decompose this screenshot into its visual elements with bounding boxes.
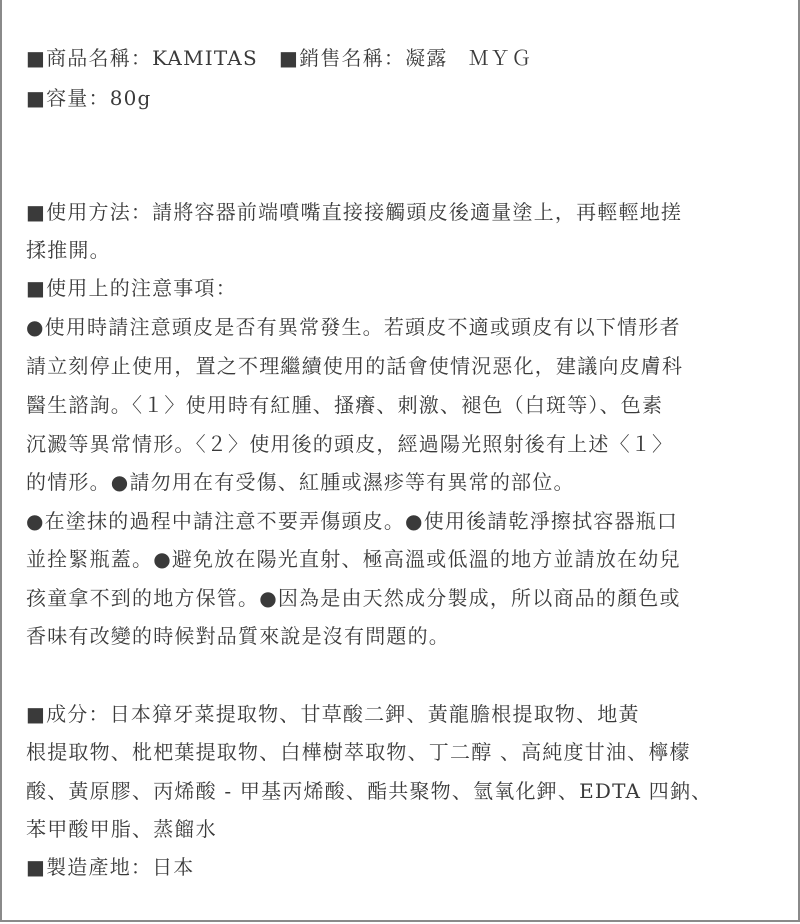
usage-line-2: 揉推開。 — [26, 238, 111, 262]
ingredients-line-2: 根提取物、枇杷葉提取物、白樺樹萃取物、丁二醇 、高純度甘油、檸檬 — [26, 740, 691, 764]
precautions-line-3: 醫生諮詢。〈１〉使用時有紅腫、搔癢、刺激、褪色（白斑等）、色素 — [26, 393, 664, 417]
precautions-line-4: 沉澱等異常情形。〈２〉使用後的頭皮，經過陽光照射後有上述〈１〉 — [26, 432, 674, 456]
precautions-line-1: ●使用時請注意頭皮是否有異常發生。若頭皮不適或頭皮有以下情形者 — [26, 315, 681, 339]
precautions-line-8: 孩童拿不到的地方保管。●因為是由天然成分製成，所以商品的顏色或 — [26, 586, 681, 610]
ingredients-line-1: ■成分：日本獐牙菜提取物、甘草酸二鉀、黃龍膽根提取物、地黃 — [26, 702, 640, 726]
precautions-line-9: 香味有改變的時候對品質來說是沒有問題的。 — [26, 624, 450, 648]
product-name-line: ■商品名稱：KAMITAS ■銷售名稱：凝露 ＭＹＧ — [26, 46, 533, 70]
origin-line: ■製造產地：日本 — [26, 855, 195, 879]
ingredients-line-4: 苯甲酸甲脂、蒸餾水 — [26, 817, 217, 841]
capacity-line: ■容量：80g — [26, 86, 152, 110]
precautions-line-6: ●在塗抹的過程中請注意不要弄傷頭皮。●使用後請乾淨擦拭容器瓶口 — [26, 509, 679, 533]
precautions-line-5: 的情形。●請勿用在有受傷、紅腫或濕疹等有異常的部位。 — [26, 470, 575, 494]
precautions-heading: ■使用上的注意事項： — [26, 276, 237, 300]
precautions-line-2: 請立刻停止使用，置之不理繼續使用的話會使情況惡化，建議向皮膚科 — [26, 354, 684, 378]
ingredients-line-3: 酸、黃原膠、丙烯酸 - 甲基丙烯酸、酯共聚物、氫氧化鉀、EDTA 四鈉、 — [26, 779, 713, 803]
usage-line-1: ■使用方法：請將容器前端噴嘴直接接觸頭皮後適量塗上，再輕輕地搓 — [26, 200, 683, 224]
precautions-line-7: 並拴緊瓶蓋。●避免放在陽光直射、極高溫或低溫的地方並請放在幼兒 — [26, 547, 681, 571]
